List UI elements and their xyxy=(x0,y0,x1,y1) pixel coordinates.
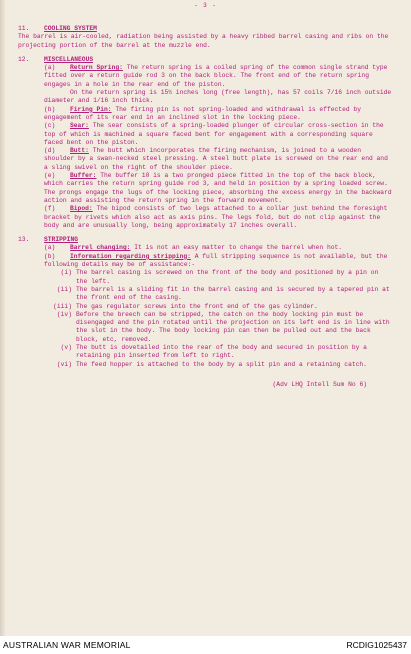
section-title: STRIPPING xyxy=(44,236,79,244)
step-text: The feed hopper is attached to the body by a split pin and a retaining catch. xyxy=(76,360,367,368)
document-body xyxy=(18,2,393,389)
step-number: (iv) xyxy=(56,310,72,318)
item-label: (e) xyxy=(44,172,56,180)
item-text: The sear consists of a spring-loaded plunger of circular cross-section in the top of which is machined a square faced bent for engagement with a corresponding square faced bent on the piston. xyxy=(44,122,384,146)
section-number: 13. xyxy=(18,236,30,244)
item-butt xyxy=(44,147,393,172)
item-extra-text: On the return spring is 15½ inches long (free length), has 57 coils 7/16 inch outside diameter and 1/16 inch thick. xyxy=(44,89,392,105)
section-title: COOLING SYSTEM xyxy=(44,25,97,32)
step-number: (i) xyxy=(60,269,72,277)
list-item xyxy=(48,344,393,361)
item-barrel-changing xyxy=(44,244,393,252)
item-heading: Buffer: xyxy=(70,172,97,180)
list-item xyxy=(48,311,393,344)
item-label: (b) xyxy=(44,252,56,260)
item-heading: Firing Pin: xyxy=(70,105,112,113)
page-number: - 3 - xyxy=(193,2,217,9)
item-text: The return spring is a coiled spring of the common single strand type fitted over a return guide rod 3 on the back block. The front end of the return spring engages in a hole in the rear end of the piston. xyxy=(44,64,388,88)
list-item xyxy=(48,303,393,311)
section-miscellaneous xyxy=(18,56,393,230)
item-heading: Barrel changing: xyxy=(70,244,131,252)
item-heading: Information regarding stripping: xyxy=(70,252,191,260)
section-text: The barrel is air-cooled, radiation being assisted by a heavy ribbed barrel casing and ribs on the projecting portion of the barrel at the muzzle end. xyxy=(18,33,389,49)
item-firing-pin xyxy=(44,106,393,123)
item-buffer xyxy=(44,172,393,205)
section-cooling-system xyxy=(18,25,393,50)
item-heading: Butt: xyxy=(70,147,89,155)
item-label: (a) xyxy=(44,64,56,72)
source-reference: (Adv LHQ Intell Sum No 6) xyxy=(272,380,367,388)
list-item xyxy=(48,286,393,303)
item-text: A full stripping sequence is not available, but the following details may be of assistance:- xyxy=(44,252,388,269)
list-item xyxy=(48,361,393,369)
step-text: The gas regulator screws into the front end of the gas cylinder. xyxy=(76,302,318,310)
item-text: The buffer 10 is a two pronged piece fitted in the top of the back block, which carries the return spring guide rod 3, and held in position by a spring loaded screw. The prongs engage the lugs of the locking piece, absorbing the excess energy in the backward action and assisting the return spring in the forward movement. xyxy=(44,172,392,204)
item-text: It is not an easy matter to change the barrel when hot. xyxy=(134,244,343,252)
item-heading: Sear: xyxy=(70,122,89,130)
item-sear xyxy=(44,122,393,147)
item-return-spring xyxy=(44,64,393,105)
step-number: (vi) xyxy=(56,360,72,368)
step-number: (iii) xyxy=(53,302,72,310)
step-number: (ii) xyxy=(56,285,72,293)
item-label: (a) xyxy=(44,244,56,252)
item-text: The bipod consists of two legs attached to a collar just behind the foresight bracket by rivets which also act as axis pins. The legs fold, but do not clip against the body and are unusually long, being approximately 17 inches overall. xyxy=(44,205,388,229)
section-title: MISCELLANEOUS xyxy=(44,55,94,63)
step-text: The barrel casing is screwed on the front of the body and positioned by a pin on the left. xyxy=(76,269,379,285)
item-stripping-info xyxy=(44,253,393,369)
item-text: The firing pin is not spring-loaded and withdrawal is effected by engagement of its rear end in an inclined slot in the locking piece. xyxy=(44,105,361,121)
item-label: (d) xyxy=(44,147,56,155)
item-label: (c) xyxy=(44,122,56,130)
item-text: The butt which incorporates the firing mechanism, is joined to a wooden shoulder by a swan-necked steel pressing. A steel butt plate is screwed on the rear end and a sling swivel on the right of the shoulder piece. xyxy=(44,147,388,171)
step-text: Before the breech can be stripped, the catch on the body locking pin must be disengaged and the pin rotated until the projection on its left end is in line with the slot in the body. The body locking pin can then be pulled out and the back block, etc, removed. xyxy=(76,310,390,343)
stripping-steps xyxy=(48,269,393,369)
item-heading: Bipod: xyxy=(70,205,93,213)
footer-archive-name: AUSTRALIAN WAR MEMORIAL xyxy=(3,640,131,650)
footer-record-id: RCDIG1025437 xyxy=(346,640,407,650)
step-number: (v) xyxy=(60,343,72,351)
section-number: 11. xyxy=(18,25,30,32)
list-item xyxy=(48,269,393,286)
item-heading: Return Spring: xyxy=(70,64,123,72)
archive-footer xyxy=(0,636,411,654)
item-label: (b) xyxy=(44,105,56,113)
section-number: 12. xyxy=(18,55,30,63)
item-label: (f) xyxy=(44,205,56,213)
step-text: The barrel is a sliding fit in the barrel casing and is secured by a tapered pin at the front end of the casing. xyxy=(76,285,390,302)
step-text: The butt is dovetailed into the rear of the body and secured in position by a retaining pin inserted from left to right. xyxy=(76,343,367,360)
item-bipod xyxy=(44,205,393,230)
section-stripping xyxy=(18,236,393,369)
